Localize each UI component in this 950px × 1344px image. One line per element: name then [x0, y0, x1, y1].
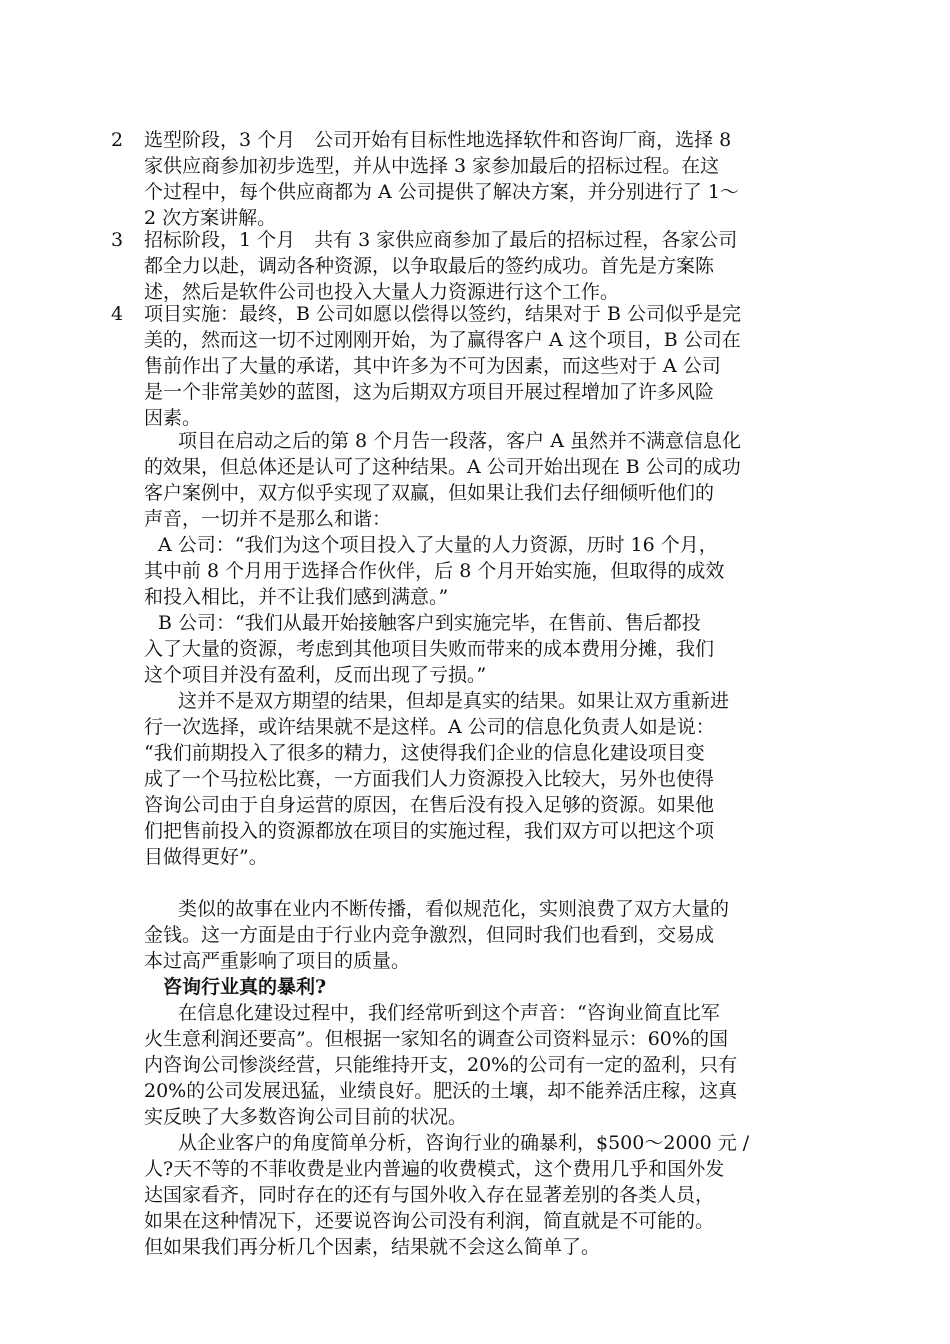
paragraph-line: 火生意利润还要高”。但根据一家知名的调查公司资料显示：60%的国: [144, 1028, 728, 1050]
paragraph-line: 这并不是双方期望的结果，但却是真实的结果。如果让双方重新进: [178, 690, 730, 712]
paragraph-line: 20%的公司发展迅猛，业绩良好。肥沃的土壤，却不能养活庄稼，这真: [144, 1080, 738, 1102]
paragraph-line: 入了大量的资源，考虑到其他项目失败而带来的成本费用分摊，我们: [144, 638, 715, 660]
list-number: 3: [111, 229, 124, 251]
paragraph-line: 客户案例中，双方似乎实现了双赢，但如果让我们去仔细倾听他们的: [144, 482, 715, 504]
list-number: 4: [111, 303, 124, 325]
list-item-line: 项目实施：最终，B 公司如愿以偿得以签约，结果对于 B 公司似乎是完: [144, 303, 742, 325]
paragraph-line: 行一次选择，或许结果就不是这样。A 公司的信息化负责人如是说：: [144, 716, 715, 738]
paragraph-line: 但如果我们再分析几个因素，结果就不会这么简单了。: [144, 1236, 601, 1258]
paragraph-line: 人?天不等的不菲收费是业内普遍的收费模式，这个费用几乎和国外发: [144, 1158, 725, 1180]
paragraph-line: B 公司：“我们从最开始接触客户到实施完毕，在售前、售后都投: [158, 612, 701, 634]
paragraph-line: 其中前 8 个月用于选择合作伙伴，后 8 个月开始实施，但取得的成效: [144, 560, 725, 582]
paragraph-line: 项目在启动之后的第 8 个月告一段落，客户 A 虽然并不满意信息化: [178, 430, 741, 452]
list-item-line: 售前作出了大量的承诺，其中许多为不可为因素，而这些对于 A 公司: [144, 355, 721, 377]
paragraph-line: 和投入相比，并不让我们感到满意。”: [144, 586, 449, 608]
list-number: 2: [111, 129, 124, 151]
paragraph-line: 达国家看齐，同时存在的还有与国外收入存在显著差别的各类人员，: [144, 1184, 715, 1206]
paragraph-line: 本过高严重影响了项目的质量。: [144, 950, 411, 972]
paragraph-line: 声音，一切并不是那么和谐：: [144, 508, 392, 530]
paragraph-line: 如果在这种情况下，还要说咨询公司没有利润，简直就是不可能的。: [144, 1210, 715, 1232]
paragraph-line: 金钱。这一方面是由于行业内竞争激烈，但同时我们也看到，交易成: [144, 924, 715, 946]
list-item-line: 因素。: [144, 407, 202, 429]
list-item-line: 是一个非常美妙的蓝图，这为后期双方项目开展过程增加了许多风险: [144, 381, 715, 403]
list-item-line: 个过程中，每个供应商都为 A 公司提供了解决方案，并分别进行了 1～: [144, 181, 739, 203]
list-item-line: 选型阶段，3 个月 公司开始有目标性地选择软件和咨询厂商，选择 8: [144, 129, 732, 151]
list-item-line: 美的，然而这一切不过刚刚开始，为了赢得客户 A 这个项目，B 公司在: [144, 329, 741, 351]
paragraph-line: 们把售前投入的资源都放在项目的实施过程，我们双方可以把这个项: [144, 820, 715, 842]
paragraph-line: 从企业客户的角度简单分析，咨询行业的确暴利，$500～2000 元 /: [178, 1132, 750, 1154]
list-item-line: 招标阶段，1 个月 共有 3 家供应商参加了最后的招标过程，各家公司: [144, 229, 738, 251]
list-item-line: 都全力以赴，调动各种资源，以争取最后的签约成功。首先是方案陈: [144, 255, 715, 277]
paragraph-line: 咨询公司由于自身运营的原因，在售后没有投入足够的资源。如果他: [144, 794, 715, 816]
paragraph-line: 成了一个马拉松比赛，一方面我们人力资源投入比较大，另外也使得: [144, 768, 715, 790]
list-item-line: 家供应商参加初步选型，并从中选择 3 家参加最后的招标过程。在这: [144, 155, 720, 177]
paragraph-line: 在信息化建设过程中，我们经常听到这个声音：“咨询业简直比军: [178, 1002, 720, 1024]
paragraph-line: 的效果，但总体还是认可了这种结果。A 公司开始出现在 B 公司的成功: [144, 456, 741, 478]
paragraph-line: 类似的故事在业内不断传播，看似规范化，实则浪费了双方大量的: [178, 898, 730, 920]
list-item-line: 2 次方案讲解。: [144, 207, 277, 229]
paragraph-line: “我们前期投入了很多的精力，这使得我们企业的信息化建设项目变: [144, 742, 705, 764]
paragraph-line: 目做得更好”。: [144, 846, 268, 868]
section-heading: 咨询行业真的暴利?: [163, 976, 327, 998]
paragraph-line: 内咨询公司惨淡经营，只能维持开支，20%的公司有一定的盈利，只有: [144, 1054, 738, 1076]
list-item-line: 述，然后是软件公司也投入大量人力资源进行这个工作。: [144, 281, 620, 303]
paragraph-line: 实反映了大多数咨询公司目前的状况。: [144, 1106, 468, 1128]
paragraph-line: A 公司：“我们为这个项目投入了大量的人力资源，历时 16 个月，: [158, 534, 718, 556]
paragraph-line: 这个项目并没有盈利，反而出现了亏损。”: [144, 664, 487, 686]
